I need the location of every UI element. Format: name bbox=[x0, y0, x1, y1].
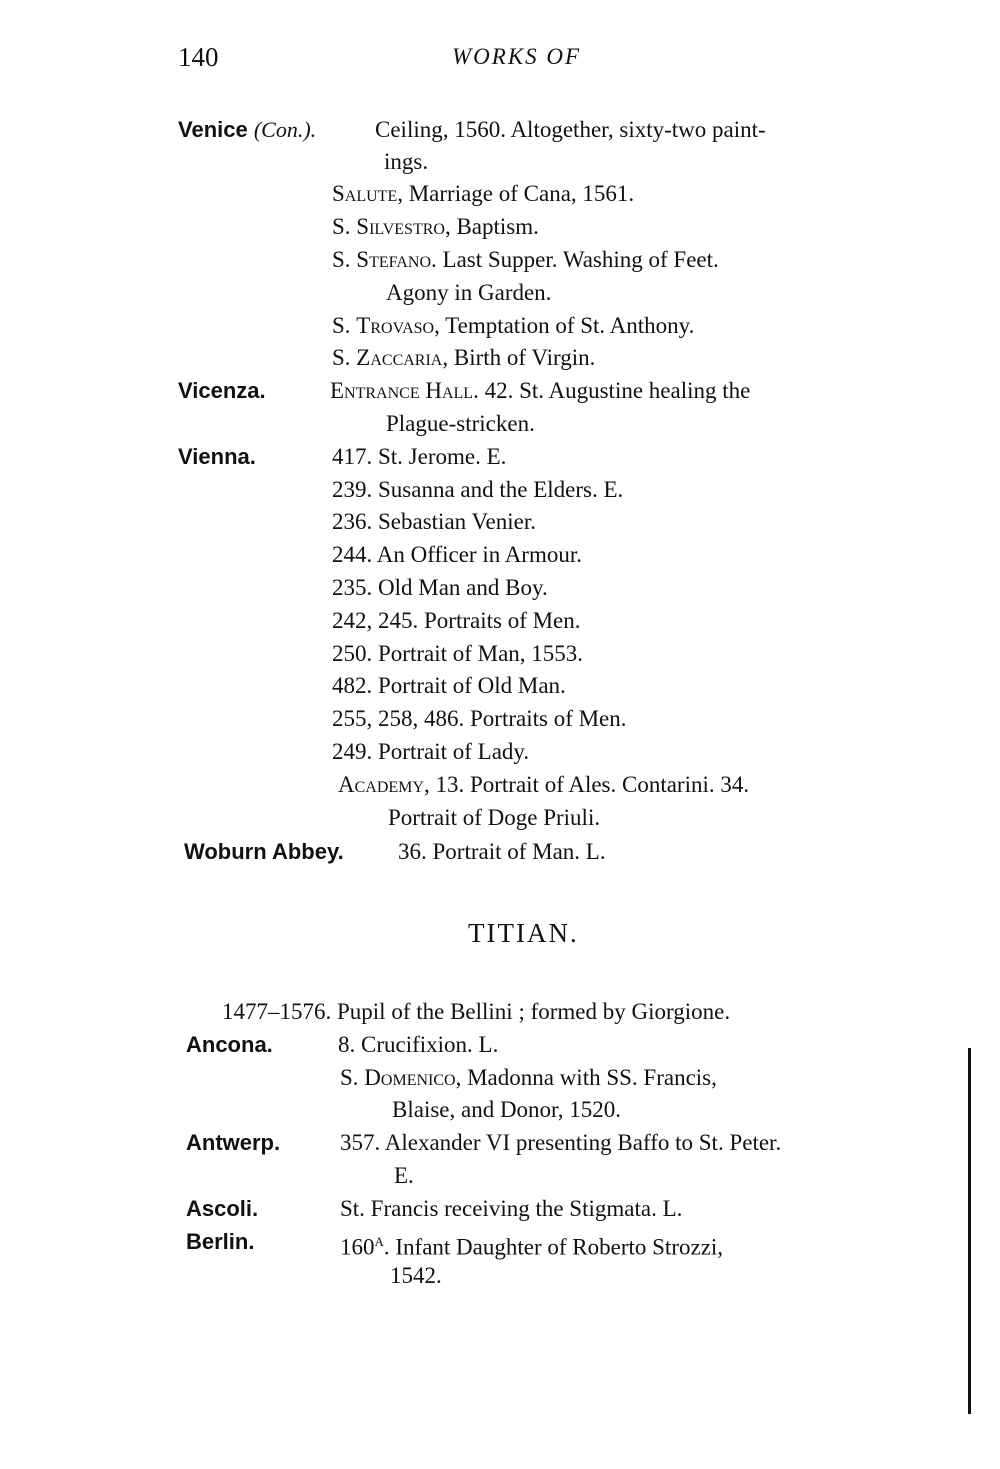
ancona-domenico-line-2: Blaise, and Donor, 1520. bbox=[392, 1097, 622, 1122]
venice-silvestro bbox=[332, 211, 539, 243]
domenico-text: , Madonna with SS. Francis, bbox=[455, 1065, 717, 1090]
venice-stefano-line-2: Agony in Garden. bbox=[386, 280, 552, 305]
venice-stefano bbox=[332, 244, 719, 276]
place-ascoli: Ascoli. bbox=[186, 1196, 259, 1221]
venice-trovaso bbox=[332, 310, 694, 342]
vicenza-hall bbox=[330, 375, 750, 407]
silvestro-text: , Baptism. bbox=[444, 214, 539, 239]
place-vicenza: Vicenza. bbox=[178, 378, 266, 403]
antwerp-item: 357. Alexander VI presenting Baffo to St. Peter. bbox=[340, 1130, 782, 1155]
vienna-item: 250. Portrait of Man, 1553. bbox=[332, 641, 584, 666]
running-head: WORKS OF bbox=[452, 44, 582, 69]
ancona-domenico bbox=[340, 1062, 717, 1094]
vicenza-hall-line-2: Plague-stricken. bbox=[386, 411, 535, 436]
place-antwerp: Antwerp. bbox=[186, 1130, 281, 1155]
place-vienna: Vienna. bbox=[178, 444, 256, 469]
entrance-hall-name: Entrance Hall bbox=[330, 378, 474, 403]
salute-text: , Marriage of Cana, 1561. bbox=[397, 181, 635, 206]
vienna-item: 255, 258, 486. Portraits of Men. bbox=[332, 706, 627, 731]
place-venice-note: (Con.). bbox=[253, 117, 317, 142]
berlin-superscript: A bbox=[374, 1234, 384, 1249]
vienna-item: 236. Sebastian Venier. bbox=[332, 509, 536, 534]
academy-name: Academy bbox=[338, 772, 424, 797]
vienna-item: 482. Portrait of Old Man. bbox=[332, 673, 566, 698]
vienna-academy bbox=[338, 769, 749, 801]
vicenza-hall-text: . 42. St. Augustine healing the bbox=[473, 378, 751, 403]
vienna-item: 239. Susanna and the Elders. E. bbox=[332, 477, 624, 502]
section-heading-titian: TITIAN. bbox=[468, 918, 579, 948]
silvestro-name: Silvestro bbox=[356, 214, 445, 239]
margin-rule bbox=[968, 1048, 971, 1414]
stefano-text: . Last Supper. Washing of Feet. bbox=[431, 247, 719, 272]
berlin-number: 160 bbox=[340, 1234, 375, 1260]
ancona-item: 8. Crucifixion. L. bbox=[338, 1032, 499, 1057]
stefano-prefix: S. bbox=[332, 247, 357, 272]
venice-ceiling-line-2: ings. bbox=[384, 149, 429, 174]
berlin-item-line-2: 1542. bbox=[390, 1263, 442, 1288]
academy-text: , 13. Portrait of Ales. Contarini. 34. bbox=[423, 772, 750, 797]
antwerp-item-line-2: E. bbox=[394, 1163, 414, 1188]
vienna-item: 244. An Officer in Armour. bbox=[332, 542, 582, 567]
vienna-item: 417. St. Jerome. E. bbox=[332, 444, 507, 469]
place-ancona: Ancona. bbox=[186, 1032, 273, 1057]
venice-salute bbox=[332, 178, 634, 210]
vienna-item: 242, 245. Portraits of Men. bbox=[332, 608, 581, 633]
ascoli-item: St. Francis receiving the Stigmata. L. bbox=[340, 1196, 683, 1221]
venice-zaccaria bbox=[332, 342, 595, 374]
domenico-name: Domenico bbox=[364, 1065, 456, 1090]
salute-name: Salute bbox=[332, 181, 398, 206]
trovaso-text: , Temptation of St. Anthony. bbox=[434, 313, 695, 338]
venice-ceiling-line: Ceiling, 1560. Altogether, sixty-two paint- bbox=[375, 117, 766, 142]
zaccaria-text: , Birth of Virgin. bbox=[442, 345, 596, 370]
vienna-item: 235. Old Man and Boy. bbox=[332, 575, 548, 600]
silvestro-prefix: S. bbox=[332, 214, 357, 239]
place-woburn-abbey: Woburn Abbey. bbox=[184, 839, 344, 864]
vienna-item: 249. Portrait of Lady. bbox=[332, 739, 530, 764]
berlin-item bbox=[340, 1226, 723, 1264]
page-number: 140 bbox=[178, 42, 219, 72]
woburn-item: 36. Portrait of Man. L. bbox=[398, 839, 606, 864]
zaccaria-prefix: S. bbox=[332, 345, 357, 370]
trovaso-name: Trovaso bbox=[356, 313, 435, 338]
trovaso-prefix: S. bbox=[332, 313, 357, 338]
place-venice-label: Venice bbox=[178, 117, 248, 142]
zaccaria-name: Zaccaria bbox=[356, 345, 443, 370]
place-venice bbox=[178, 114, 316, 146]
vienna-academy-line-2: Portrait of Doge Priuli. bbox=[388, 805, 601, 830]
stefano-name: Stefano bbox=[356, 247, 432, 272]
berlin-text: . Infant Daughter of Roberto Strozzi, bbox=[383, 1234, 724, 1260]
titian-intro: 1477–1576. Pupil of the Bellini ; formed by Giorgione. bbox=[222, 999, 731, 1024]
domenico-prefix: S. bbox=[340, 1065, 365, 1090]
place-berlin: Berlin. bbox=[186, 1229, 255, 1254]
